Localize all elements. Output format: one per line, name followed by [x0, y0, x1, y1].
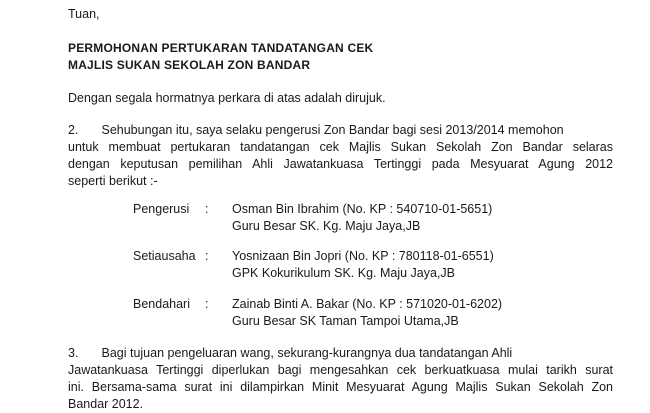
- member-role: Setiausaha: [133, 249, 196, 263]
- subject-line-2: MAJLIS SUKAN SEKOLAH ZON BANDAR: [68, 58, 311, 72]
- paragraph-2-line-4: seperti berikut :-: [68, 174, 158, 188]
- member-role: Bendahari: [133, 297, 190, 311]
- member-post: Guru Besar SK Taman Tampoi Utama,JB: [232, 314, 459, 328]
- paragraph-2-line-3: dengan keputusan pemilihan Ahli Jawatankuasa Tertinggi pada Mesyuarat Agung 2012: [68, 157, 613, 171]
- paragraph-2: [68, 122, 613, 190]
- member-name: Osman Bin Ibrahim (No. KP : 540710-01-5651): [232, 202, 493, 216]
- paragraph-3-number: 3.: [68, 346, 79, 360]
- paragraph-2-line-1: [68, 122, 613, 139]
- member-colon: :: [205, 202, 209, 216]
- paragraph-3-line-3: ini. Bersama-sama surat ini dilampirkan Minit Mesyuarat Agung Majlis Sukan Sekolah Zon: [68, 380, 613, 394]
- paragraph-2-line-2: untuk membuat pertukaran tandatangan cek Majlis Sukan Sekolah Zon Bandar selaras: [68, 140, 613, 154]
- member-post: GPK Kokurikulum SK. Kg. Maju Jaya,JB: [232, 266, 456, 280]
- paragraph-3-line-4: Bandar 2012.: [68, 397, 144, 411]
- reference-sentence: Dengan segala hormatnya perkara di atas adalah dirujuk.: [68, 91, 386, 105]
- salutation: Tuan,: [68, 7, 100, 21]
- paragraph-3-text-1: Bagi tujuan pengeluaran wang, sekurang-kurangnya dua tandatangan Ahli: [101, 346, 513, 360]
- paragraph-2-number: 2.: [68, 123, 79, 137]
- paragraph-2-text-1: Sehubungan itu, saya selaku pengerusi Zon Bandar bagi sesi 2013/2014 memohon: [101, 123, 564, 137]
- member-colon: :: [205, 297, 209, 311]
- paragraph-3-line-2: Jawatankuasa Tertinggi diperlukan bagi mengesahkan cek berkuatkuasa mulai tarikh surat: [68, 363, 613, 377]
- member-colon: :: [205, 249, 209, 263]
- subject-line-1: PERMOHONAN PERTUKARAN TANDATANGAN CEK: [68, 41, 374, 55]
- paragraph-3: [68, 345, 613, 413]
- member-post: Guru Besar SK. Kg. Maju Jaya,JB: [232, 219, 421, 233]
- member-name: Zainab Binti A. Bakar (No. KP : 571020-01-6202): [232, 297, 503, 311]
- paragraph-3-line-1: [68, 345, 613, 362]
- member-role: Pengerusi: [133, 202, 190, 216]
- member-name: Yosnizaan Bin Jopri (No. KP : 780118-01-6551): [232, 249, 494, 263]
